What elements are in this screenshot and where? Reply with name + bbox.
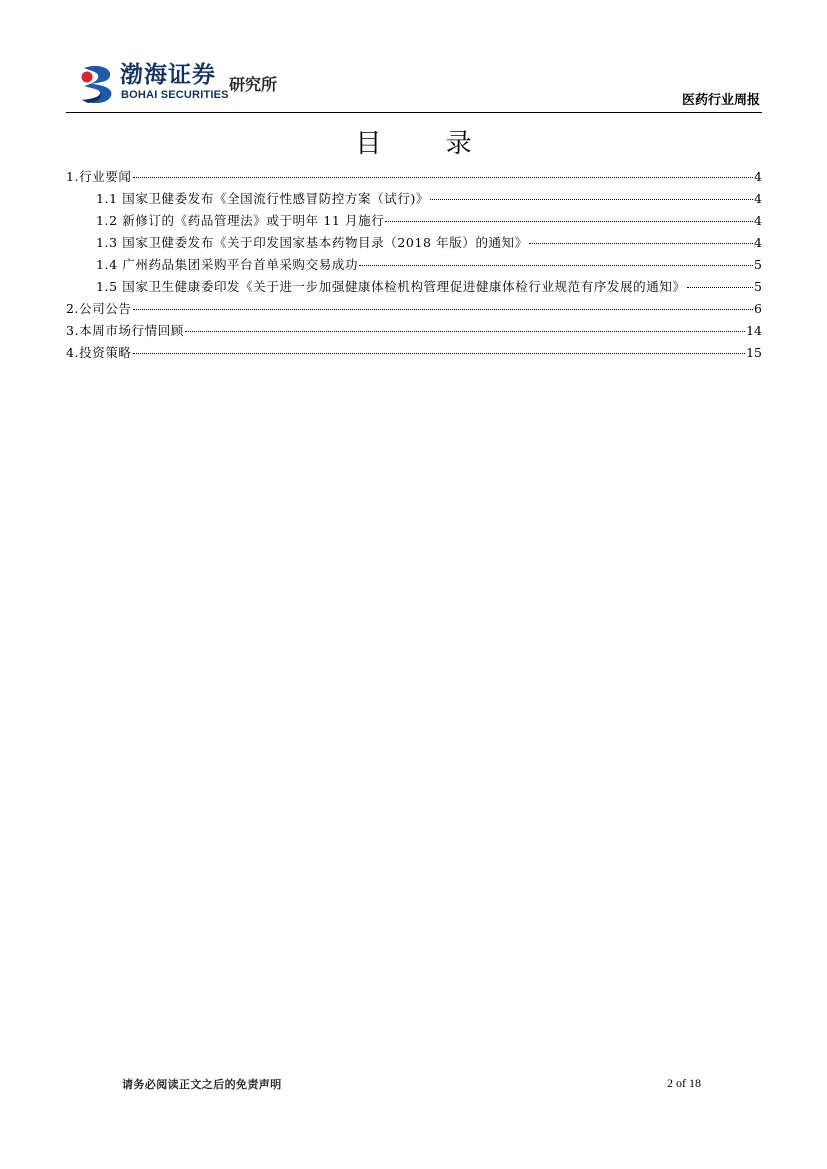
- toc-title: 目 录: [355, 129, 500, 159]
- toc-entry[interactable]: [66, 342, 762, 364]
- toc-entry-label: 1.4 广州药品集团采购平台首单采购交易成功: [96, 257, 359, 272]
- page-indicator: 2 of 18: [667, 1076, 701, 1090]
- toc-entry-page: 4: [754, 213, 762, 228]
- header-divider: [66, 112, 762, 113]
- toc-entry-label: 1.3 国家卫健委发布《关于印发国家基本药物目录（2018 年版）的通知》: [96, 235, 528, 250]
- toc-entry-label: 3.本周市场行情回顾: [66, 323, 184, 338]
- toc-entry-page: 6: [754, 301, 762, 316]
- toc-entry[interactable]: [66, 298, 762, 320]
- toc-entry-label: 4.投资策略: [66, 345, 132, 360]
- toc-dot-leader: [430, 199, 753, 200]
- toc-dot-leader: [133, 353, 746, 354]
- toc-dot-leader: [359, 265, 753, 266]
- toc-entry-page: 4: [754, 191, 762, 206]
- disclaimer-note: 请务必阅读正文之后的免责声明: [122, 1078, 282, 1091]
- toc-entry[interactable]: [66, 166, 762, 188]
- toc-entry[interactable]: [66, 254, 762, 276]
- logo-english-name: BOHAI SECURITIES: [121, 89, 229, 101]
- toc-entry[interactable]: [66, 320, 762, 342]
- toc-dot-leader: [687, 287, 753, 288]
- toc-entry[interactable]: [66, 276, 762, 298]
- toc-entry-label: 1.5 国家卫生健康委印发《关于进一步加强健康体检机构管理促进健康体检行业规范有序发展的通知》: [96, 279, 686, 294]
- toc-entry-page: 5: [754, 257, 762, 272]
- toc-entry-page: 5: [754, 279, 762, 294]
- toc-entry-label: 2.公司公告: [66, 301, 132, 316]
- toc-entry-page: 4: [754, 169, 762, 184]
- toc-entry-page: 4: [754, 235, 762, 250]
- toc-entry[interactable]: [66, 210, 762, 232]
- toc-entry-label: 1.2 新修订的《药品管理法》或于明年 11 月施行: [96, 213, 385, 228]
- report-type-label: 医药行业周报: [681, 93, 760, 108]
- institute-label: 研究所: [229, 75, 278, 94]
- logo-chinese-name: 渤海证券: [120, 61, 216, 88]
- toc-entry-page: 14: [746, 323, 762, 338]
- bohai-logo-icon: [78, 64, 116, 104]
- page-header: [0, 0, 827, 120]
- toc-dot-leader: [529, 243, 753, 244]
- toc-entry[interactable]: [66, 232, 762, 254]
- toc-dot-leader: [133, 177, 754, 178]
- toc-entry-page: 15: [746, 345, 762, 360]
- toc-entry-label: 1.1 国家卫健委发布《全国流行性感冒防控方案（试行)》: [96, 191, 430, 206]
- toc-entry[interactable]: [66, 188, 762, 210]
- table-of-contents: [66, 166, 762, 364]
- toc-dot-leader: [133, 309, 754, 310]
- toc-dot-leader: [185, 331, 745, 332]
- toc-entry-label: 1.行业要闻: [66, 169, 132, 184]
- toc-dot-leader: [385, 221, 753, 222]
